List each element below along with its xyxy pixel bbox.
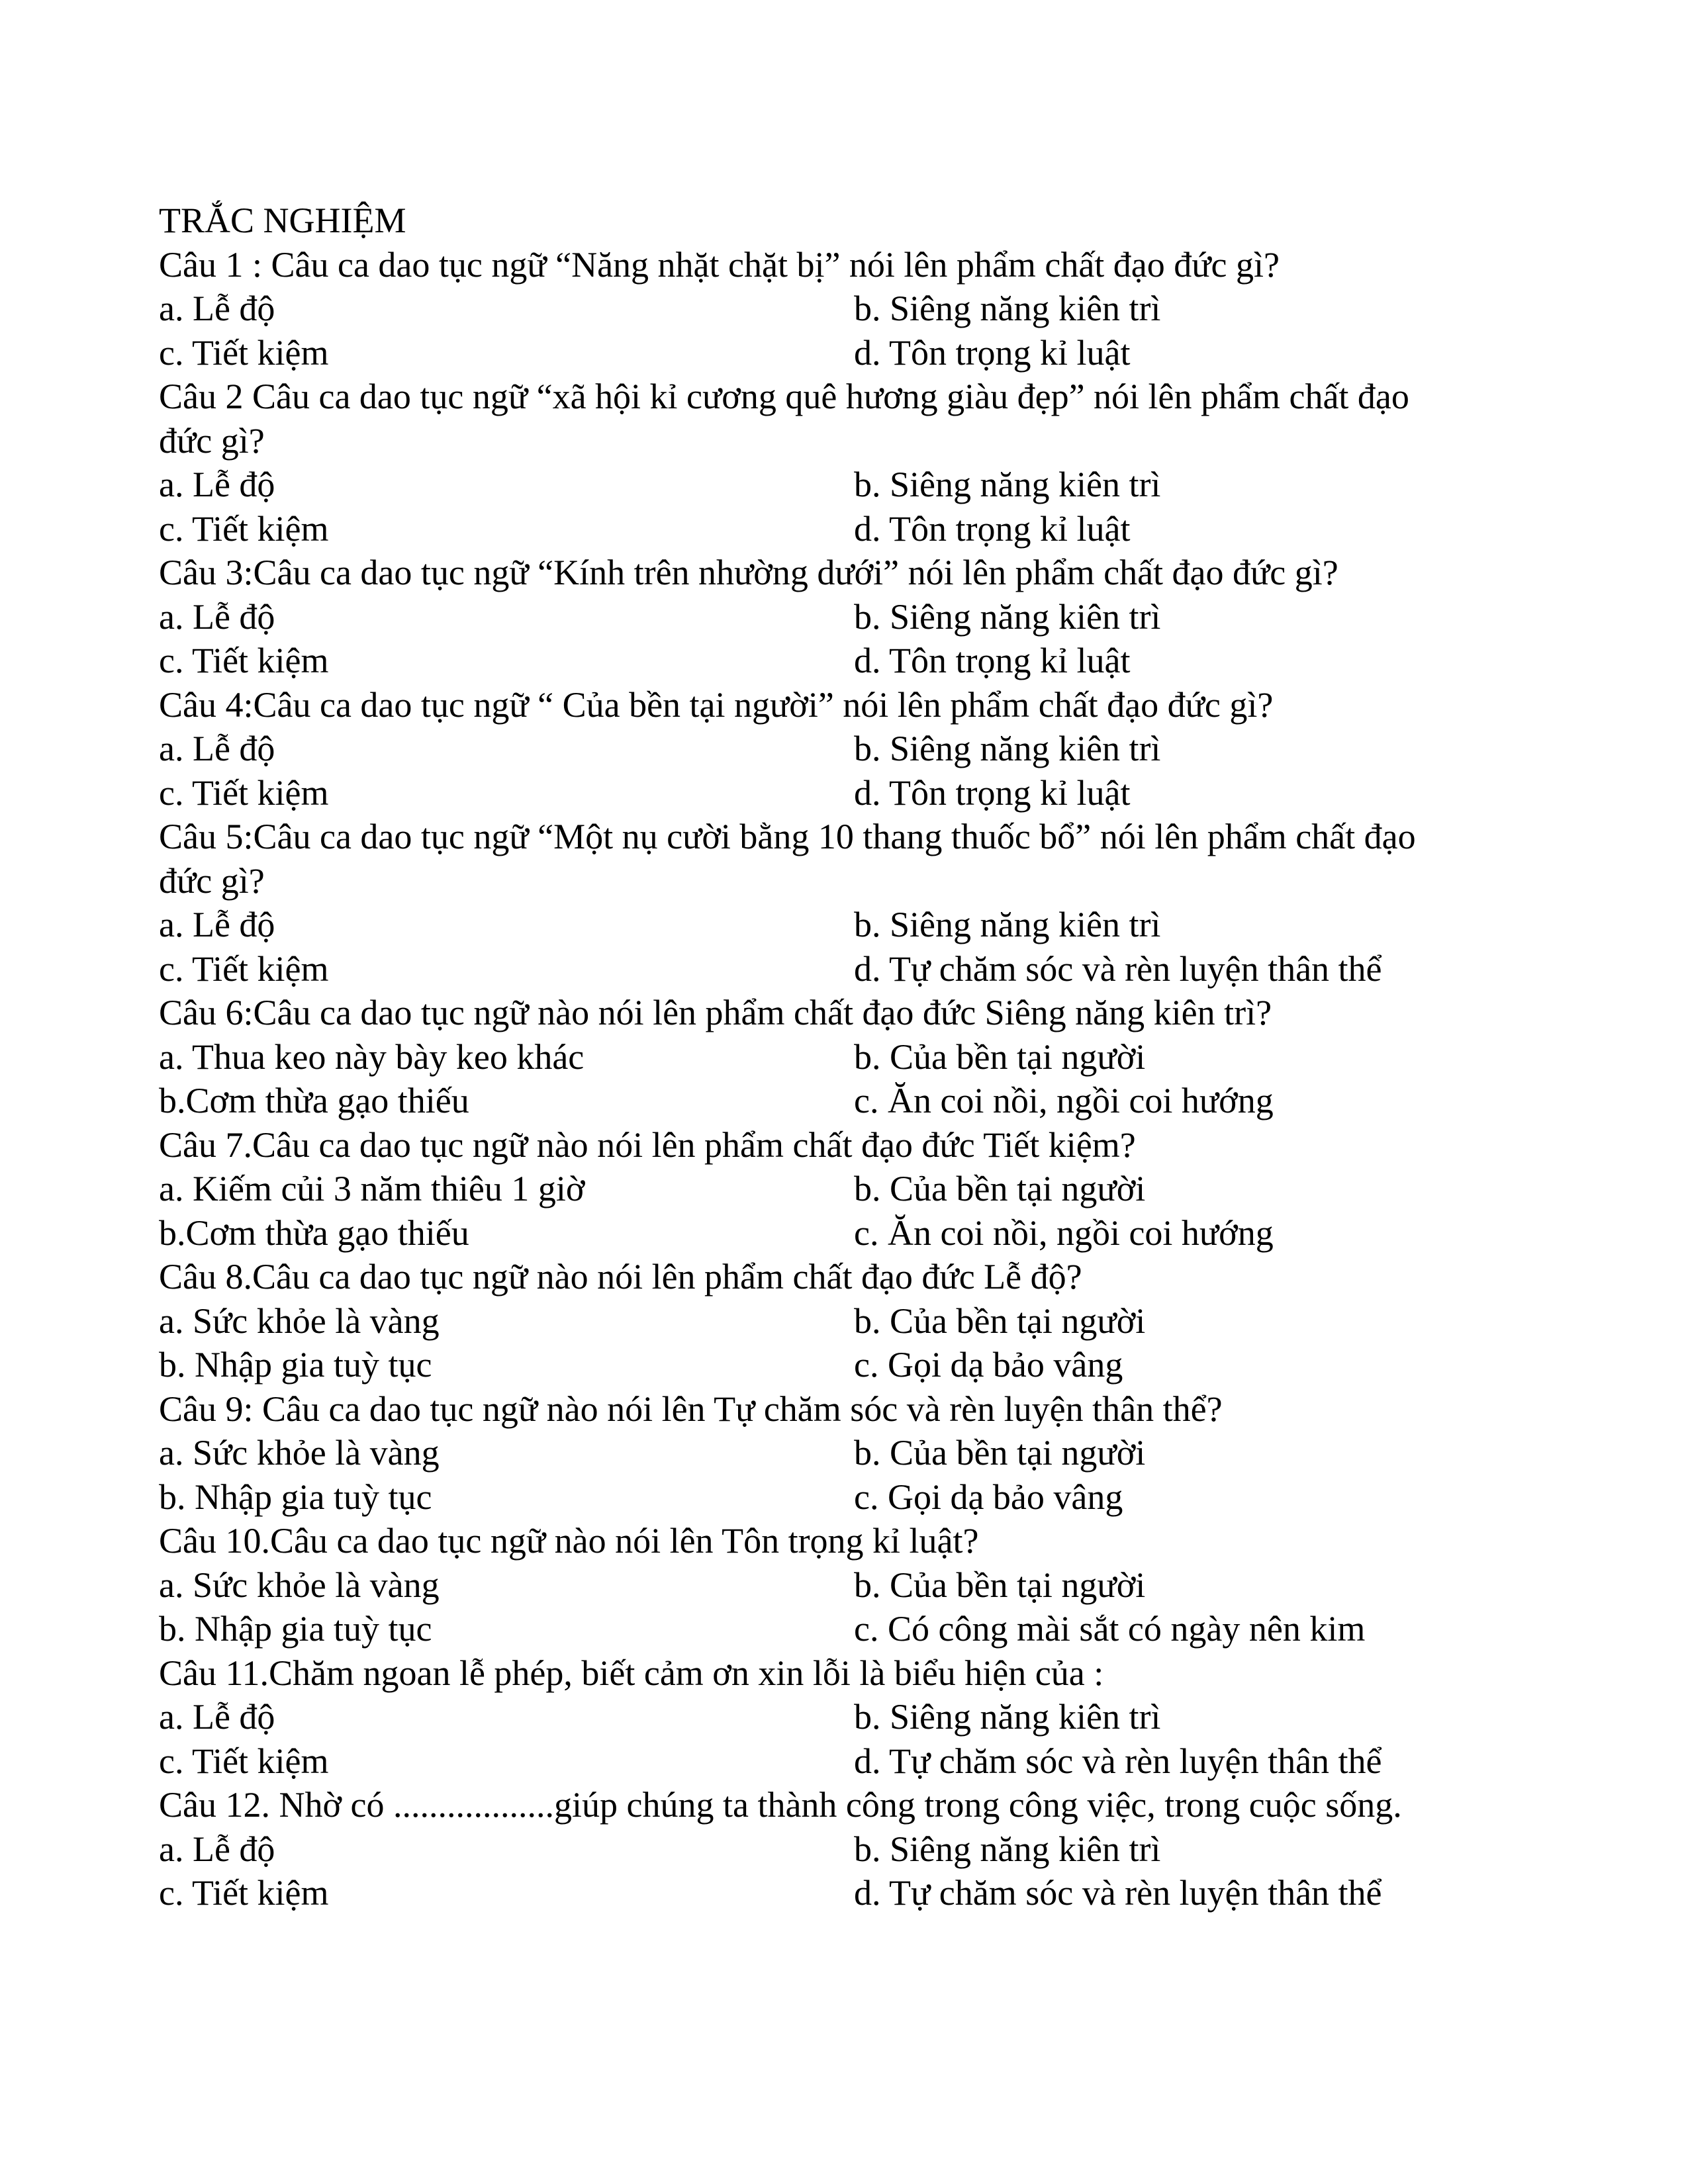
question-block [159, 1255, 1549, 1387]
answer-row [159, 1167, 1549, 1211]
answer-option: a. Sức khỏe là vàng [159, 1433, 440, 1473]
question-block [159, 683, 1549, 815]
question-block [159, 1783, 1549, 1915]
answer-option: d. Tôn trọng kỉ luật [854, 641, 1131, 680]
answer-option: b. Siêng năng kiên trì [854, 1829, 1161, 1869]
answer-option: b. Siêng năng kiên trì [854, 465, 1161, 504]
answer-option: c. Ăn coi nồi, ngồi coi hướng [854, 1212, 1274, 1253]
question-block [159, 1387, 1549, 1520]
question-text: Câu 2 Câu ca dao tục ngữ “xã hội kỉ cương quê hương giàu đẹp” nói lên phẩm chất đạo [159, 377, 1409, 416]
question-block [159, 991, 1549, 1123]
question-block [159, 1123, 1549, 1255]
answer-option: a. Lễ độ [159, 905, 275, 944]
answer-row [159, 463, 1549, 507]
answer-row [159, 1607, 1549, 1651]
answer-option: a. Lễ độ [159, 729, 275, 768]
answer-option: b. Siêng năng kiên trì [854, 729, 1161, 768]
answer-row [159, 595, 1549, 639]
answer-row [159, 1871, 1549, 1915]
answer-option: a. Lễ độ [159, 289, 275, 328]
answer-row [159, 1079, 1549, 1123]
answer-option: a. Lễ độ [159, 465, 275, 504]
answer-row [159, 1695, 1549, 1739]
answer-option: c. Tiết kiệm [159, 1741, 329, 1781]
answer-row [159, 1475, 1549, 1520]
question-text: Câu 3:Câu ca dao tục ngữ “Kính trên nhường dưới” nói lên phẩm chất đạo đức gì? [159, 553, 1338, 592]
question-block [159, 551, 1549, 683]
answer-option: b. Nhập gia tuỳ tục [159, 1609, 432, 1649]
answer-option: a. Lễ độ [159, 596, 275, 637]
answer-option: c. Ăn coi nồi, ngồi coi hướng [854, 1081, 1274, 1120]
answer-option: d. Tôn trọng kỉ luật [854, 772, 1131, 813]
answer-option: c. Tiết kiệm [159, 641, 329, 680]
question-text: Câu 8.Câu ca dao tục ngữ nào nói lên phẩm chất đạo đức Lễ độ? [159, 1257, 1082, 1297]
answer-row [159, 1299, 1549, 1343]
answer-option: a. Thua keo này bày keo khác [159, 1036, 585, 1077]
answer-row [159, 903, 1549, 947]
answer-option: d. Tự chăm sóc và rèn luyện thân thể [854, 948, 1382, 989]
answer-option: a. Sức khỏe là vàng [159, 1565, 440, 1605]
answer-row [159, 1343, 1549, 1387]
question-text: Câu 12. Nhờ có ..................giúp chúng ta thành công trong công việc, trong cuộc sống. [159, 1785, 1402, 1825]
question-text: Câu 1 : Câu ca dao tục ngữ “Năng nhặt chặt bị” nói lên phẩm chất đạo đức gì? [159, 244, 1280, 285]
question-text: đức gì? [159, 860, 265, 901]
page-title: TRẮC NGHIỆM [159, 201, 406, 240]
answer-option: b.Cơm thừa gạo thiếu [159, 1212, 469, 1253]
answer-row [159, 1431, 1549, 1475]
answer-option: b. Của bền tại người [854, 1433, 1146, 1473]
question-text: Câu 11.Chăm ngoan lễ phép, biết cảm ơn xin lỗi là biểu hiện của : [159, 1653, 1104, 1693]
answer-option: c. Có công mài sắt có ngày nên kim [854, 1609, 1366, 1649]
answer-row [159, 331, 1549, 375]
answer-option: c. Tiết kiệm [159, 332, 329, 373]
answer-option: a. Lễ độ [159, 1829, 275, 1869]
answer-row [159, 1739, 1549, 1784]
answer-row [159, 1827, 1549, 1872]
answer-option: b. Nhập gia tuỳ tục [159, 1345, 432, 1385]
answer-option: c. Tiết kiệm [159, 948, 329, 989]
answer-row [159, 1563, 1549, 1608]
question-block [159, 375, 1549, 551]
answer-row [159, 639, 1549, 683]
answer-option: d. Tự chăm sóc và rèn luyện thân thể [854, 1873, 1382, 1913]
answer-option: b. Của bền tại người [854, 1565, 1146, 1605]
answer-row [159, 947, 1549, 991]
question-block [159, 1651, 1549, 1784]
answer-option: b. Của bền tại người [854, 1300, 1146, 1341]
answer-option: b. Siêng năng kiên trì [854, 289, 1161, 328]
answer-row [159, 1035, 1549, 1079]
question-block [159, 1519, 1549, 1651]
question-block [159, 243, 1549, 375]
question-text: Câu 6:Câu ca dao tục ngữ nào nói lên phẩm chất đạo đức Siêng năng kiên trì? [159, 993, 1272, 1032]
answer-option: b. Siêng năng kiên trì [854, 905, 1161, 944]
answer-row [159, 287, 1549, 331]
answer-option: d. Tự chăm sóc và rèn luyện thân thể [854, 1741, 1382, 1781]
question-text: Câu 10.Câu ca dao tục ngữ nào nói lên Tôn trọng kỉ luật? [159, 1521, 979, 1561]
answer-option: b. Nhập gia tuỳ tục [159, 1477, 432, 1517]
answer-row [159, 727, 1549, 771]
answer-row [159, 771, 1549, 815]
question-text: Câu 4:Câu ca dao tục ngữ “ Của bền tại người” nói lên phẩm chất đạo đức gì? [159, 684, 1274, 725]
question-text: Câu 7.Câu ca dao tục ngữ nào nói lên phẩm chất đạo đức Tiết kiệm? [159, 1124, 1136, 1165]
question-text: đức gì? [159, 420, 265, 461]
answer-option: b. Siêng năng kiên trì [854, 1697, 1161, 1737]
answer-option: d. Tôn trọng kỉ luật [854, 508, 1131, 549]
answer-option: c. Tiết kiệm [159, 508, 329, 549]
answer-option: a. Sức khỏe là vàng [159, 1300, 440, 1341]
answer-option: b. Siêng năng kiên trì [854, 596, 1161, 637]
answer-option: b. Của bền tại người [854, 1169, 1146, 1208]
answer-row [159, 1211, 1549, 1255]
answer-option: c. Tiết kiệm [159, 772, 329, 813]
answer-option: c. Gọi dạ bảo vâng [854, 1477, 1123, 1517]
answer-option: c. Gọi dạ bảo vâng [854, 1345, 1123, 1385]
question-text: Câu 9: Câu ca dao tục ngữ nào nói lên Tự chăm sóc và rèn luyện thân thể? [159, 1388, 1223, 1429]
question-list [159, 243, 1549, 1915]
answer-option: c. Tiết kiệm [159, 1873, 329, 1913]
question-block [159, 815, 1549, 991]
document-body [159, 199, 1549, 1915]
answer-option: a. Kiếm củi 3 năm thiêu 1 giờ [159, 1169, 585, 1208]
answer-option: a. Lễ độ [159, 1697, 275, 1737]
answer-option: b. Của bền tại người [854, 1036, 1146, 1077]
question-text: Câu 5:Câu ca dao tục ngữ “Một nụ cười bằng 10 thang thuốc bổ” nói lên phẩm chất đạo [159, 817, 1416, 856]
answer-option: b.Cơm thừa gạo thiếu [159, 1081, 469, 1120]
answer-option: d. Tôn trọng kỉ luật [854, 332, 1131, 373]
answer-row [159, 507, 1549, 551]
